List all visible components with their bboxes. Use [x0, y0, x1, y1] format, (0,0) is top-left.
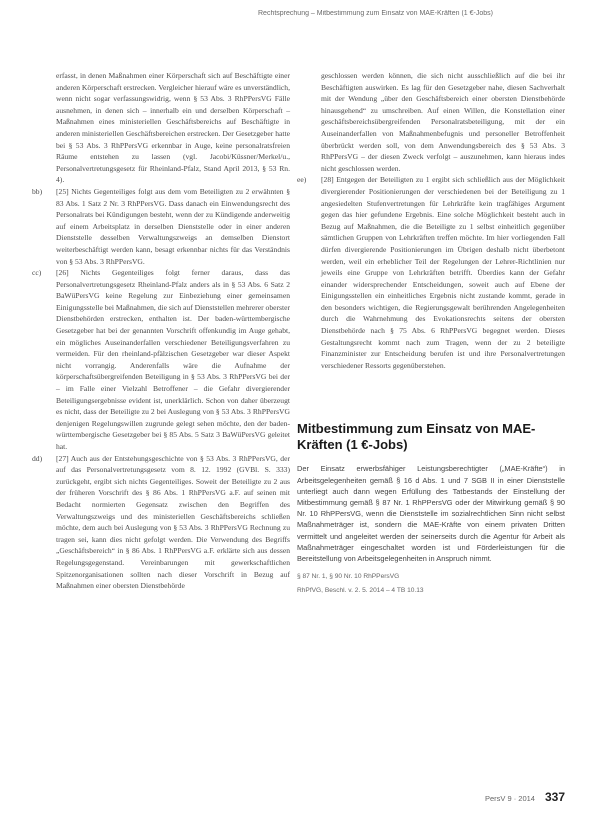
running-head: Rechtsprechung – Mitbestimmung zum Einsatz von MAE-Kräften (1 €-Jobs)	[258, 10, 493, 17]
page-number: 337	[544, 790, 565, 804]
court-citation: RhPfVG, Beschl. v. 2. 5. 2014 – 4 TB 10.13	[297, 587, 424, 595]
left-column	[32, 70, 290, 592]
numbered-paragraph	[32, 453, 290, 592]
paragraph-marker: bb)	[32, 186, 43, 196]
paragraph-text: [25] Nichts Gegenteiliges folgt aus dem vom Beteiligten zu 2 erwähnten § 83 Abs. 1 Satz 2 Nr. 3 RhPPersVG. Dass danach ein Einwendungsrecht des Personalrats bei Kündigungen besteht, wenn der zu Kündigende anderweitig auf einem Arbeitsplatz in derselben Dienststelle oder in einer anderen Dienststelle desselben Verwaltungszweigs an demselben Dienstort weiterbeschäftigt werden kann, besagt erkennbar nichts für das Verständnis von § 53 Abs. 3 RhPPersVG.	[56, 186, 290, 266]
numbered-paragraph	[32, 267, 290, 453]
paragraph-text: [27] Auch aus der Entstehungsgeschichte von § 53 Abs. 3 RhPPersVG, der auf das Personalvertretungsgesetz vom 8. 12. 1992 (GVBl. S. 333) zurückgeht, ergibt sich nichts Gegenteiliges. Soweit der Beteiligte zu 2 aus der früheren Vorschrift des § 86 Abs. 1 RhPPersVG a.F. auf seinen mit Bedacht normierten Gegensatz zwischen den Begriffen des Verwaltungszweigs und des ministeriellen Geschäftsbereichs schließen möchte, dem auch bei Auslegung von § 53 Abs. 3 RhPPersVG Rechnung zu tragen sei, kann dies nicht gefolgt werden. Die Verwendung des Begriffs „Geschäftsbereich“ in § 86 Abs. 1 RhPPersVG a.F. erklärte sich aus dessen Regelungsgegenstand. Vereinbarungen mit gewerkschaftlichen Spitzenorganisationen sollten nach dieser Vorschrift in Bezug auf Maßnahmen einer obersten Dienstbehörde	[56, 453, 290, 591]
legal-reference: § 87 Nr. 1, § 90 Nr. 10 RhPPersVG	[297, 573, 400, 581]
paragraph-text: [28] Entgegen der Beteiligten zu 1 ergibt sich schließlich aus der Möglichkeit divergierender Positionierungen der verschiedenen bei der Beteiligung zu 1 angesiedelten Stufenvertretungen für Lehrkräfte kein tragfähiges Argument gegen das hier gefundene Ergebnis. Eine solche Möglichkeit besteht auch in Bezug auf Maßnahmen, die die Beteiligte zu 1 selbst einheitlich gegenüber sämtlichen Gruppen von Lehrkräften treffen möchte. Im hier vorliegenden Fall dürfen divergierende Positionierungen im Übrigen deshalb nicht überbetont werden, weil ein erheblicher Teil der Regelungen der Lehrer-Richtlinien nur jeweils eine Gruppe von Lehrkräften betrifft. Überdies kann der Gefahr einander widersprechender Entscheidungen, soweit auch auf Ebene der Einigungsstellen ein einheitliches Ergebnis nicht zustande kommt, gerade in den besonders wichtigen, die Regierungsgewalt berührenden Angelegenheiten durch die Wahrnehmung des Evokationsrechts seitens der obersten Dienstbehörde nach § 75 Abs. 6 RhPPersVG begegnet werden. Dieses Gestaltungsrecht kommt nach zum Tragen, wenn der zu 2 beteiligte Finanzminister zur Entscheidung berufen ist und ihre Personalvertretungen verschiedener Ressorts gegenüberstehen.	[321, 175, 565, 370]
numbered-paragraph	[297, 174, 565, 371]
page-footer	[485, 790, 565, 804]
paragraph-marker: dd)	[32, 453, 43, 463]
paragraph-marker: ee)	[297, 175, 307, 185]
headnote-summary: Der Einsatz erwerbsfähiger Leistungsberechtigter („MAE-Kräfte“) in Arbeitsgelegenheiten gemäß § 16 d Abs. 1 und 7 SGB II in einer Dienststelle unterliegt auch dann wegen Erfüllung des Tatbestands der Einstellung der Mitbestimmung gemäß § 87 Nr. 1 RhPPersVG oder der Mitwirkung gemäß § 90 Nr. 10 RhPPersVG, wenn die Dienststelle im sozialrechtlichen Sinn nicht selbst Maßnahmeträger ist, sondern die MAE-Kräfte von einem privaten Dritten vermittelt und angeleitet werden der seinerseits durch die Agentur für Arbeit als Maßnahmeträger eingeschaltet worden ist und Förderleistungen für die Bereitstellung von Arbeitsgelegenheiten in Anspruch nimmt.	[297, 464, 565, 564]
right-intro-paragraph: geschlossen werden können, die sich nicht ausschließlich auf die bei ihr Beschäftigten auswirken. Es lag für den Gesetzgeber nahe, diesen Sachverhalt mit der Wendung „über den Geschäftsbereich einer obersten Dienstbehörde hinausgehend“ zu umschreiben. Auf einen Willen, die Konstellation einer geschäftsbereichsübergreifenden Personalratsbeteiligung, mit der ein Auseinanderfallen von Maßnahmenbefugnis und personeller Betroffenheit überbrückt werden soll, von dem Anwendungsbereich des § 53 Abs. 3 RhPPersVG – der diesen Zweck verfolgt – auszunehmen, kann hieraus indes nicht geschlossen werden.	[321, 71, 565, 173]
numbered-paragraph	[32, 186, 290, 267]
section-title: Mitbestimmung zum Einsatz von MAE-Kräften (1 €-Jobs)	[297, 421, 536, 453]
paragraph-text: [26] Nichts Gegenteiliges folgt ferner daraus, dass das Personalvertretungsgesetz Rheinland-Pfalz anders als in § 53 Abs. 6 Satz 2 BaWüPersVG keine Regelung zur Einbeziehung einer gemeinsamen Einigungsstelle bei Maßnahmen, die sich auf Dienststellen mehrerer oberster Dienstbehörden erstrecken, enthalten ist. Der baden-württembergische Gesetzgeber hat bei der genannten Vorschrift offenkundig im Auge gehabt, ein mögliches Auseinanderfallen verschiedener Beteiligungsverfahren zu vermeiden. Für den rheinland-pfälzischen Gesetzgeber war dieser Aspekt nicht vorrangig. Anderenfalls wäre die Aufnahme der körperschaftsübergreifenden Beteiligung in § 53 Abs. 3 RhPPersVG bei der – im Falle einer Vielzahl Betroffener – die Gefahr divergierender Beteiligungsergebnisse evident ist, unerklärlich. Schon von daher überzeugt es nicht, dass der Beteiligte zu 2 bei Auslegung von § 53 Abs. 3 RhPPersVG denjenigen Regelungswillen zugrunde gelegt sehen möchte, den der baden-württembergische Gesetzgeber bei § 85 Abs. 5 Satz 3 BaWüPersVG geleitet hat.	[56, 268, 290, 451]
right-column	[297, 70, 565, 596]
left-intro-paragraph: erfasst, in denen Maßnahmen einer Körperschaft sich auf Beschäftigte einer anderen Körperschaft erstrecken. Vergleicher hierauf wäre es unverständlich, wenn nicht sogar verfassungswidrig, wenn § 53 Abs. 3 RhPPersVG Fälle ausnehmen, in denen sich – innerhalb ein und derselben Körperschaft – Maßnahmen eines ministeriellen Geschäftsbereichs auf Beschäftigte in anderen ministeriellen Geschäftsbereichen erstrecken. Der Gesetzgeber hatte bei § 53 Abs. 3 RhPPersVG erkennbar in Auge, keine personalratsfreien Räume entstehen zu lassen (vgl. Jacobi/Küssner/Merkel/u., Personalvertretungsgesetz für Rheinland-Pfalz, Stand April 2013, § 53 Rn. 4).	[56, 71, 290, 185]
journal-issue: PersV 9 · 2014	[484, 794, 535, 803]
paragraph-marker: cc)	[32, 268, 42, 278]
